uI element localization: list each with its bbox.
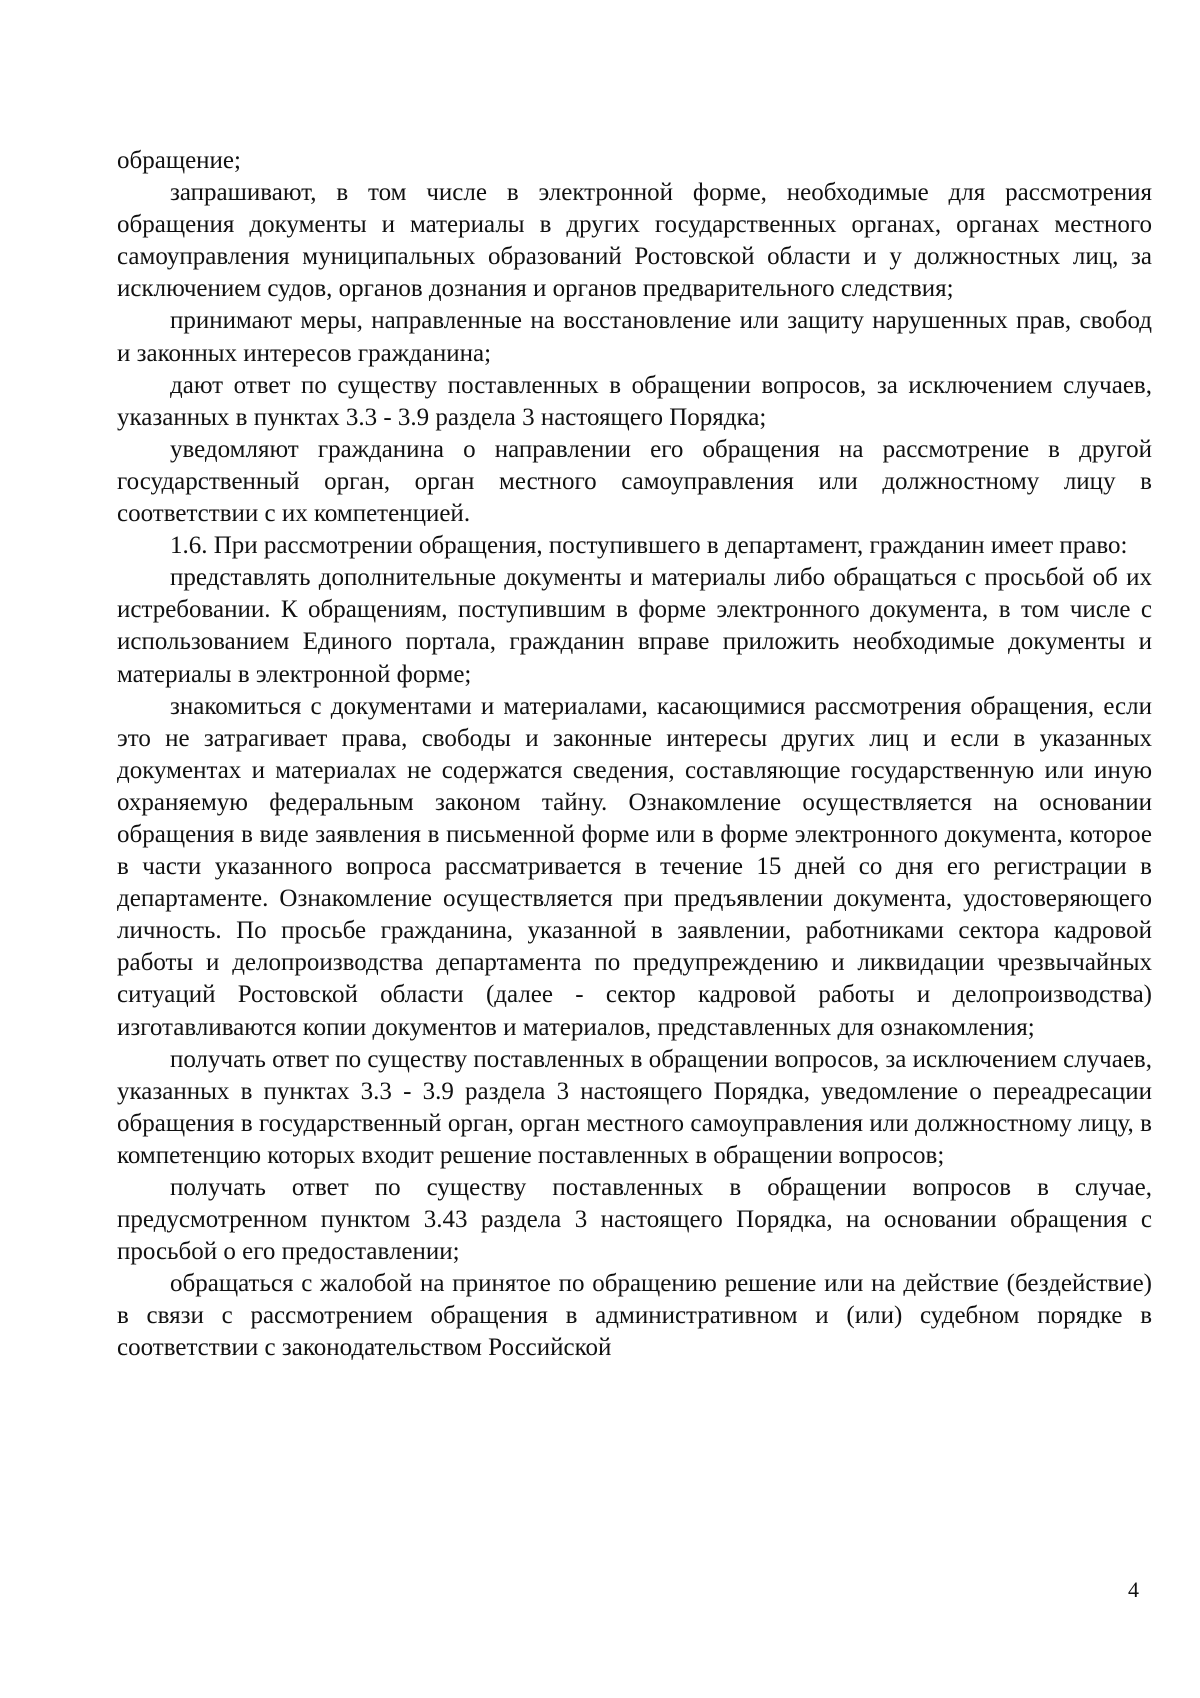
- paragraph-review-materials: знакомиться с документами и материалами, касающимися рассмотрения обращения, если это не затрагивает права, свободы и законные интересы других лиц и если в указанных документах и материалах не содержатся сведения, составляющие государственную или иную охраняемую федеральным законом тайну. Ознакомление осуществляется на основании обращения в виде заявления в письменной форме или в форме электронного документа, которое в части указанного вопроса рассматривается в течение 15 дней со дня его регистрации в департаменте. Ознакомление осуществляется при предъявлении документа, удостоверяющего личность. По просьбе гражданина, указанной в заявлении, работниками сектора кадровой работы и делопроизводства департамента по предупреждению и ликвидации чрезвычайных ситуаций Ростовской области (далее - сектор кадровой работы и делопроизводства) изготавливаются копии документов и материалов, представленных для ознакомления;: [117, 692, 1152, 1041]
- paragraph-take-measures: принимают меры, направленные на восстановление или защиту нарушенных прав, свобод и законных интересов гражданина;: [117, 307, 1152, 367]
- paragraph-continuation: обращение;: [117, 147, 241, 174]
- paragraph-submit-documents: представлять дополнительные документы и материалы либо обращаться с просьбой об их истребовании. К обращениям, поступившим в форме электронного документа, в том числе с использованием Единого портала, гражданин вправе приложить необходимые документы и материалы в электронной форме;: [117, 564, 1152, 688]
- paragraph-give-answer: дают ответ по существу поставленных в обращении вопросов, за исключением случаев, указанных в пунктах 3.3 - 3.9 раздела 3 настоящего Порядка;: [117, 371, 1152, 431]
- paragraph-section-1-6: 1.6. При рассмотрении обращения, поступившего в департамент, гражданин имеет право:: [170, 532, 1128, 560]
- paragraph-receive-answer: получать ответ по существу поставленных в обращении вопросов, за исключением случаев, указанных в пунктах 3.3 - 3.9 раздела 3 настоящего Порядка, уведомление о переадресации обращения в государственный орган, орган местного самоуправления или должностному лицу, в компетенцию которых входит решение поставленных в обращении вопросов;: [117, 1045, 1152, 1169]
- paragraph-notify-citizen: уведомляют гражданина о направлении его обращения на рассмотрение в другой государственный орган, орган местного самоуправления или должностному лицу в соответствии с их компетенцией.: [117, 435, 1152, 528]
- paragraph-file-complaint: обращаться с жалобой на принятое по обращению решение или на действие (бездействие) в связи с рассмотрением обращения в административном и (или) судебном порядке в соответствии с законодательством Российской: [117, 1270, 1152, 1362]
- paragraph-receive-answer-case: получать ответ по существу поставленных в обращении вопросов в случае, предусмотренном пунктом 3.43 раздела 3 настоящего Порядка, на основании обращения с просьбой о его предоставлении;: [117, 1174, 1152, 1266]
- paragraph-request-documents: запрашивают, в том числе в электронной форме, необходимые для рассмотрения обращения документы и материалы в других государственных органах, органах местного самоуправления муниципальных образований Ростовской области и у должностных лиц, за исключением судов, органов дознания и органов предварительного следствия;: [117, 179, 1152, 303]
- document-body: [117, 145, 1152, 1365]
- page-number: 4: [1128, 1577, 1139, 1602]
